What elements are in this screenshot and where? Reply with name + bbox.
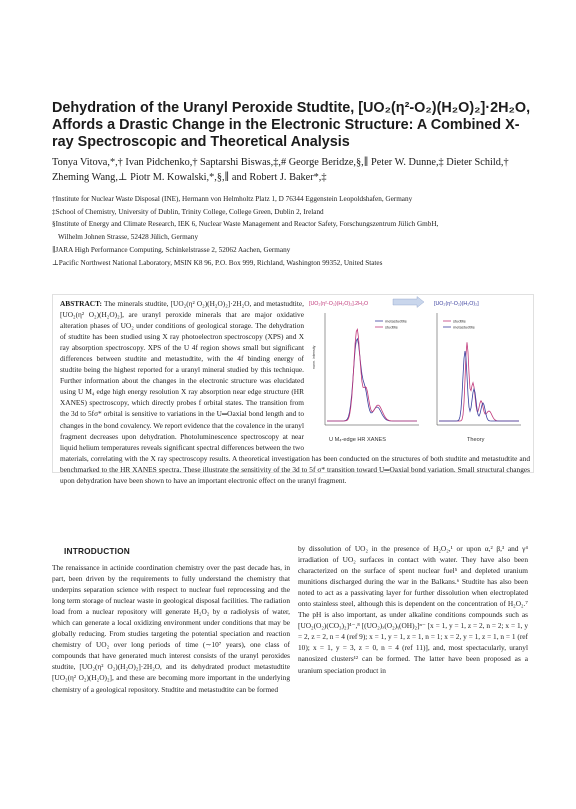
intro-right-column: by dissolution of UO₂ in the presence of H₂O₂,¹ or upon α,² β,³ and γ⁴ irradiation of UO₂ surfaces in contact with water. They have also been characterized on the surface of spent nuclear fuel⁵ and depleted uranium munitions discharged during the war in the Balkans.⁶ Studtite has also been noted to act as a passivating layer for further dissolution when electroplated onto stainless steel, although this is dependent on the concentration of H₂O₂.⁷ The pH is also important, as under alkaline conditions compounds such as [UO₂(O₂)(CO₃)₂]⁴⁻,⁸ [(UO₂)ₓ(O₂)ᵧ(OH)₂]ⁿ⁻ [x = 1, y = 1, z = 2, n = 2; x = 1, y = 2, z = 2, n = 4 (ref 9); x = 1, y = 1, z = 1, n = 1; x = 2, y = 1, z = 1, n = 1 (ref 10); x = 1, y = 3, z = 0, n = 4 (ref 11)], and, most spectacularly, uranyl nanosized clusters¹² can be formed. The latter have been proposed as a uranium speciation product in — [298, 544, 528, 675]
section-heading-introduction: INTRODUCTION — [64, 546, 131, 556]
toc-left-header: [UO₂(η²-O₂)(H₂O)₂].2H₂O — [309, 301, 369, 307]
toc-wrap-spacer — [304, 298, 530, 449]
abstract-label: ABSTRACT: — [60, 299, 102, 308]
intro-left-column: The renaissance in actinide coordination chemistry over the past decade has, in part, been driven by the requirements to fully understand the chemistry that underpins separation science with respect to nuclear fuel reprocessing and the long term storage of nuclear waste in geological disposal facilities. The radiation load from a nuclear repository will generate H₂O₂ by α radiolysis of water, which can generate a local oxidizing environment under conditions that may be globally reducing. From studies targeting the potential speciation and reaction chemistry of UO₂ over long periods of time (∼10⁷ years), one class of compounds that have generated much interest consists of the uranyl peroxides studtite, [UO₂(η² O₂)(H₂O)₂]·2H₂O, and its dehydrated product metastudtite [UO₂(η² O₂)(H₂O)₂], and these are becoming more important in the underlying chemistry of a geological repository. Studtite and metastudtite can be formed — [52, 563, 290, 694]
toc-left-caption: U M₄-edge HR XANES — [329, 437, 386, 443]
abstract-text: The minerals studtite, [UO₂(η² O₂)(H₂O)₂]·2H₂O, and metastudtite, [UO₂(η² O₂)(H₂O)₂], are uranyl peroxide minerals that are major oxidative alteration phases of UO₂ under conditions of geological storage. The dehydration of studtite has been studied using X ray photoelectron spectroscopy (XPS) and X ray absorption spectroscopy. XPS of the U 4f region shows small but significant differences between studtite and metastudtite, with the 4f binding energy of studtite being the highest reported for a uranyl mineral studied by this technique. Further information about the changes in the electronic structure was elucidated using U M₄ edge high energy resolution X ray absorption near edge structure (HR XANES) spectroscopy, which directly probes f orbital states. The transition from the 3d to 5fσ* orbital is sensitive to variations in the U═Oaxial bond length and to changes in the bond covalency. We report evidence that the covalence in the uranyl fragment decreases upon dehydration. Photoluminescence spectroscopy at near liquid helium temperatures reveals significant spectral differences between the two materials, correlating with the X ray spectroscopy results. A theoretical investigation has been conducted on the structures of both studtite and metastudtite and benchmarked to the HR XANES spectra. These illustrate the sensitivity of the 3d to 5f σ* transition toward U═Oaxial bond variation. Small structural changes upon dehydration have been shown to have an important electronic effect on the uranyl fragment. — [60, 299, 530, 485]
affiliation-dublin: ‡School of Chemistry, University of Dublin, Trinity College, College Green, Dublin 2, Ireland — [52, 207, 324, 216]
toc-right-header: [UO₂(η²-O₂)(H₂O)₂] — [434, 301, 479, 307]
abstract — [60, 298, 530, 486]
affiliation-juelich-address: Wilhelm Johnen Strasse, 52428 Jülich, Germany — [58, 233, 199, 242]
affiliation-jara: ∥JARA High Performance Computing, Schinkelstrasse 2, 52062 Aachen, Germany — [52, 245, 291, 254]
legend-label-metastudtite-left: metastudtite — [385, 318, 407, 324]
svg-text:norm. intensity: norm. intensity — [312, 345, 316, 369]
affiliations — [52, 193, 552, 269]
author-list: Tonya Vitova,*,† Ivan Pidchenko,† Saptarshi Biswas,‡,# George Beridze,§,∥ Peter W. Dunne,‡ Dieter Schild,† Zheming Wang,⊥ Piotr M. Kowalski,*,§,∥ and Robert J. Baker*,‡ — [52, 157, 509, 184]
affiliation-pnnl: ⊥Pacific Northwest National Laboratory, MSIN K8 96, P.O. Box 999, Richland, Washington 99352, United States — [52, 258, 383, 267]
paper-title: Dehydration of the Uranyl Peroxide Studtite, [UO₂(η²-O₂)(H₂O)₂]·2H₂O, Affords a Drastic Change in the Electronic Structure: A Combined X-ray Spectroscopic and Theoretical Analysis — [52, 100, 531, 150]
affiliation-ine: †Institute for Nuclear Waste Disposal (INE), Hermann von Helmholtz Platz 1, D 76344 Eggenstein Leopoldshafen, Germany — [52, 195, 413, 203]
legend-label-metastudtite-right: metastudtite — [453, 324, 475, 330]
legend-label-studtite-left: studtite — [385, 324, 398, 330]
toc-right-caption: Theory — [467, 437, 485, 443]
legend-label-studtite-right: studtite — [453, 318, 466, 324]
affiliation-juelich: §Institute of Energy and Climate Research, IEK 6, Nuclear Waste Management and Reactor Safety, Forschungszentrum Jülich GmbH, — [52, 220, 439, 229]
